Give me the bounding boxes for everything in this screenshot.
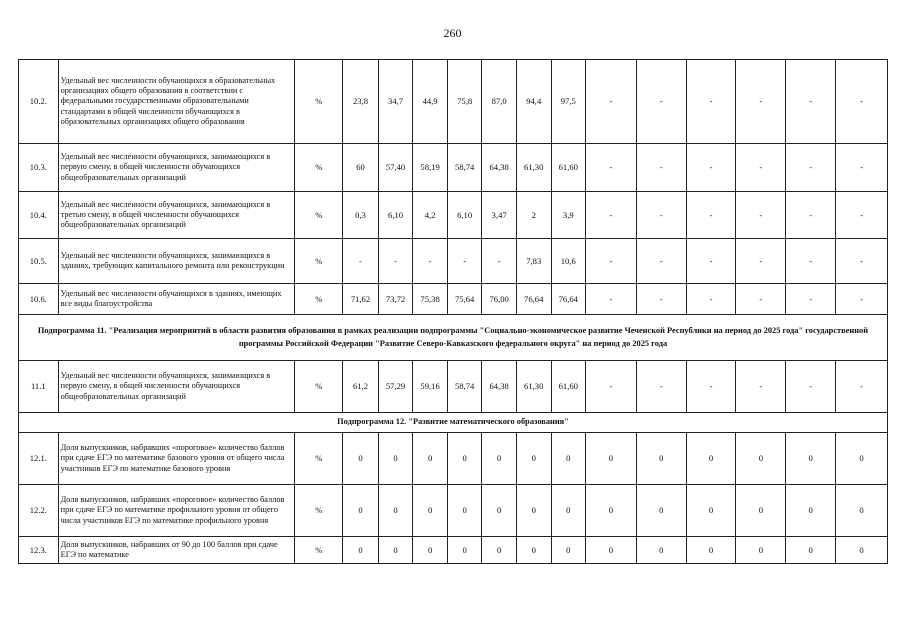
value-cell: 6,10	[378, 192, 413, 239]
row-number: 12.1.	[19, 433, 59, 485]
value-cell: 0	[516, 537, 551, 564]
value-cell: -	[636, 144, 686, 192]
value-cell: 57,40	[378, 144, 413, 192]
value-cell: 64,38	[482, 144, 517, 192]
value-cell: 0	[836, 485, 888, 537]
value-cell: 61,60	[551, 361, 586, 413]
value-cell: 0	[378, 433, 413, 485]
value-cell: 3,9	[551, 192, 586, 239]
value-cell: -	[636, 60, 686, 144]
value-cell: 0	[686, 433, 736, 485]
value-cell: 61,30	[516, 361, 551, 413]
value-cell: 0	[736, 537, 786, 564]
value-cell: 0	[686, 537, 736, 564]
unit-cell: %	[295, 144, 343, 192]
value-cell: 2	[516, 192, 551, 239]
value-cell: 75,38	[413, 284, 448, 315]
value-cell: 57,29	[378, 361, 413, 413]
value-cell: 0	[586, 485, 637, 537]
value-cell: 0	[343, 433, 379, 485]
row-number: 10.4.	[19, 192, 59, 239]
value-cell: -	[586, 284, 637, 315]
value-cell: 0	[586, 537, 637, 564]
value-cell: -	[636, 239, 686, 284]
value-cell: 0	[482, 433, 517, 485]
row-number: 12.3.	[19, 537, 59, 564]
value-cell: 23,8	[343, 60, 379, 144]
value-cell: 61,2	[343, 361, 379, 413]
value-cell: 73,72	[378, 284, 413, 315]
table-row	[19, 239, 888, 284]
row-number: 10.3.	[19, 144, 59, 192]
value-cell: -	[786, 60, 836, 144]
value-cell: -	[836, 192, 888, 239]
value-cell: -	[786, 284, 836, 315]
value-cell: 97,5	[551, 60, 586, 144]
subprogram-row	[19, 315, 888, 361]
value-cell: -	[686, 361, 736, 413]
value-cell: 0	[482, 537, 517, 564]
value-cell: -	[836, 284, 888, 315]
value-cell: 0	[378, 485, 413, 537]
value-cell: -	[482, 239, 517, 284]
value-cell: 75,8	[447, 60, 482, 144]
value-cell: -	[736, 361, 786, 413]
value-cell: 7,83	[516, 239, 551, 284]
indicators-table	[18, 59, 888, 564]
table-row	[19, 361, 888, 413]
value-cell: 71,62	[343, 284, 379, 315]
value-cell: 0	[343, 485, 379, 537]
value-cell: 3,47	[482, 192, 517, 239]
unit-cell: %	[295, 361, 343, 413]
unit-cell: %	[295, 60, 343, 144]
row-number: 11.1	[19, 361, 59, 413]
value-cell: 10,6	[551, 239, 586, 284]
table-row	[19, 433, 888, 485]
value-cell: -	[836, 144, 888, 192]
value-cell: -	[586, 60, 637, 144]
value-cell: 0	[636, 485, 686, 537]
value-cell: 0	[413, 433, 448, 485]
value-cell: 44,9	[413, 60, 448, 144]
value-cell: 0,3	[343, 192, 379, 239]
value-cell: 64,38	[482, 361, 517, 413]
value-cell: -	[636, 284, 686, 315]
value-cell: -	[686, 192, 736, 239]
value-cell: 0	[786, 433, 836, 485]
row-number: 10.6.	[19, 284, 59, 315]
value-cell: -	[736, 144, 786, 192]
value-cell: -	[786, 192, 836, 239]
row-number: 10.2.	[19, 60, 59, 144]
value-cell: -	[836, 60, 888, 144]
value-cell: -	[686, 239, 736, 284]
value-cell: -	[447, 239, 482, 284]
table-row	[19, 60, 888, 144]
value-cell: 75,64	[447, 284, 482, 315]
value-cell: 0	[636, 537, 686, 564]
indicator-description: Удельный вес численности обучающихся, занимающихся в первую смену, в общей численности обучающихся общеобразовательных организаций	[58, 361, 295, 413]
unit-cell: %	[295, 485, 343, 537]
value-cell: 0	[447, 433, 482, 485]
value-cell: 76,00	[482, 284, 517, 315]
table-row	[19, 192, 888, 239]
value-cell: -	[836, 239, 888, 284]
value-cell: -	[413, 239, 448, 284]
value-cell: -	[786, 361, 836, 413]
value-cell: 76,64	[551, 284, 586, 315]
value-cell: -	[736, 60, 786, 144]
table-row	[19, 537, 888, 564]
table-row	[19, 144, 888, 192]
unit-cell: %	[295, 433, 343, 485]
value-cell: 0	[786, 537, 836, 564]
value-cell: -	[736, 284, 786, 315]
value-cell: -	[586, 239, 637, 284]
indicator-description: Доля выпускников, набравших «пороговое» количество баллов при сдаче ЕГЭ по математике базового уровня от общего числа участников ЕГЭ по математике базового уровня	[58, 433, 295, 485]
value-cell: 58,74	[447, 144, 482, 192]
value-cell: 0	[586, 433, 637, 485]
value-cell: -	[343, 239, 379, 284]
value-cell: 0	[447, 485, 482, 537]
value-cell: -	[686, 60, 736, 144]
value-cell: 0	[551, 433, 586, 485]
value-cell: -	[736, 192, 786, 239]
value-cell: -	[786, 239, 836, 284]
subprogram-title: Подпрограмма 11. "Реализация мероприятий в области развития образования в рамках реализации подпрограммы "Социально-экономическое развитие Чеченской Республики на период до 2025 года" государственной программы Российской Федерации "Развитие Северо-Кавказского федерального округа" на период до 2025 года	[19, 315, 888, 361]
value-cell: -	[636, 192, 686, 239]
value-cell: 0	[413, 537, 448, 564]
value-cell: 0	[516, 485, 551, 537]
unit-cell: %	[295, 284, 343, 315]
indicator-description: Удельный вес численности обучающихся, занимающихся в первую смену, в общей численности обучающихся общеобразовательных организаций	[58, 144, 295, 192]
value-cell: 58,74	[447, 361, 482, 413]
value-cell: 59,16	[413, 361, 448, 413]
indicator-description: Удельный вес численности обучающихся, занимающихся в третью смену, в общей численности обучающихся общеобразовательных организаций	[58, 192, 295, 239]
value-cell: 0	[836, 537, 888, 564]
value-cell: -	[736, 239, 786, 284]
value-cell: 34,7	[378, 60, 413, 144]
value-cell: 0	[836, 433, 888, 485]
value-cell: 61,60	[551, 144, 586, 192]
value-cell: 4,2	[413, 192, 448, 239]
value-cell: 0	[516, 433, 551, 485]
indicator-description: Удельный вес численности обучающихся в образовательных организациях общего образования в соответствии с федеральными государственными образовательными стандартами в общей численности обучающихся в образовательных организациях общего образования	[58, 60, 295, 144]
row-number: 12.2.	[19, 485, 59, 537]
value-cell: 0	[736, 433, 786, 485]
indicator-description: Удельный вес численности обучающихся в зданиях, имеющих все виды благоустройства	[58, 284, 295, 315]
table-row	[19, 485, 888, 537]
row-number: 10.5.	[19, 239, 59, 284]
value-cell: 58,19	[413, 144, 448, 192]
unit-cell: %	[295, 537, 343, 564]
value-cell: 87,0	[482, 60, 517, 144]
subprogram-row	[19, 413, 888, 433]
value-cell: 0	[378, 537, 413, 564]
indicator-description: Доля выпускников, набравших от 90 до 100 баллов при сдаче ЕГЭ по математике	[58, 537, 295, 564]
value-cell: -	[586, 144, 637, 192]
value-cell: 0	[786, 485, 836, 537]
value-cell: 0	[551, 537, 586, 564]
value-cell: 0	[686, 485, 736, 537]
value-cell: 61,30	[516, 144, 551, 192]
value-cell: 0	[636, 433, 686, 485]
page-number: 260	[443, 26, 462, 40]
unit-cell: %	[295, 192, 343, 239]
value-cell: 0	[736, 485, 786, 537]
value-cell: -	[378, 239, 413, 284]
value-cell: -	[786, 144, 836, 192]
value-cell: -	[586, 361, 637, 413]
value-cell: 94,4	[516, 60, 551, 144]
value-cell: 0	[413, 485, 448, 537]
value-cell: 0	[482, 485, 517, 537]
value-cell: -	[586, 192, 637, 239]
value-cell: -	[686, 144, 736, 192]
subprogram-title: Подпрограмма 12. "Развитие математического образования"	[19, 413, 888, 433]
unit-cell: %	[295, 239, 343, 284]
value-cell: 0	[447, 537, 482, 564]
value-cell: 60	[343, 144, 379, 192]
value-cell: -	[686, 284, 736, 315]
value-cell: 76,64	[516, 284, 551, 315]
value-cell: 0	[551, 485, 586, 537]
value-cell: -	[836, 361, 888, 413]
indicator-description: Удельный вес численности обучающихся, занимающихся в зданиях, требующих капитального ремонта или реконструкции	[58, 239, 295, 284]
table-row	[19, 284, 888, 315]
indicator-description: Доля выпускников, набравших «пороговое» количество баллов при сдаче ЕГЭ по математике профильного уровня от общего числа участников ЕГЭ по математике профильного уровня	[58, 485, 295, 537]
value-cell: 0	[343, 537, 379, 564]
value-cell: 6,10	[447, 192, 482, 239]
value-cell: -	[636, 361, 686, 413]
